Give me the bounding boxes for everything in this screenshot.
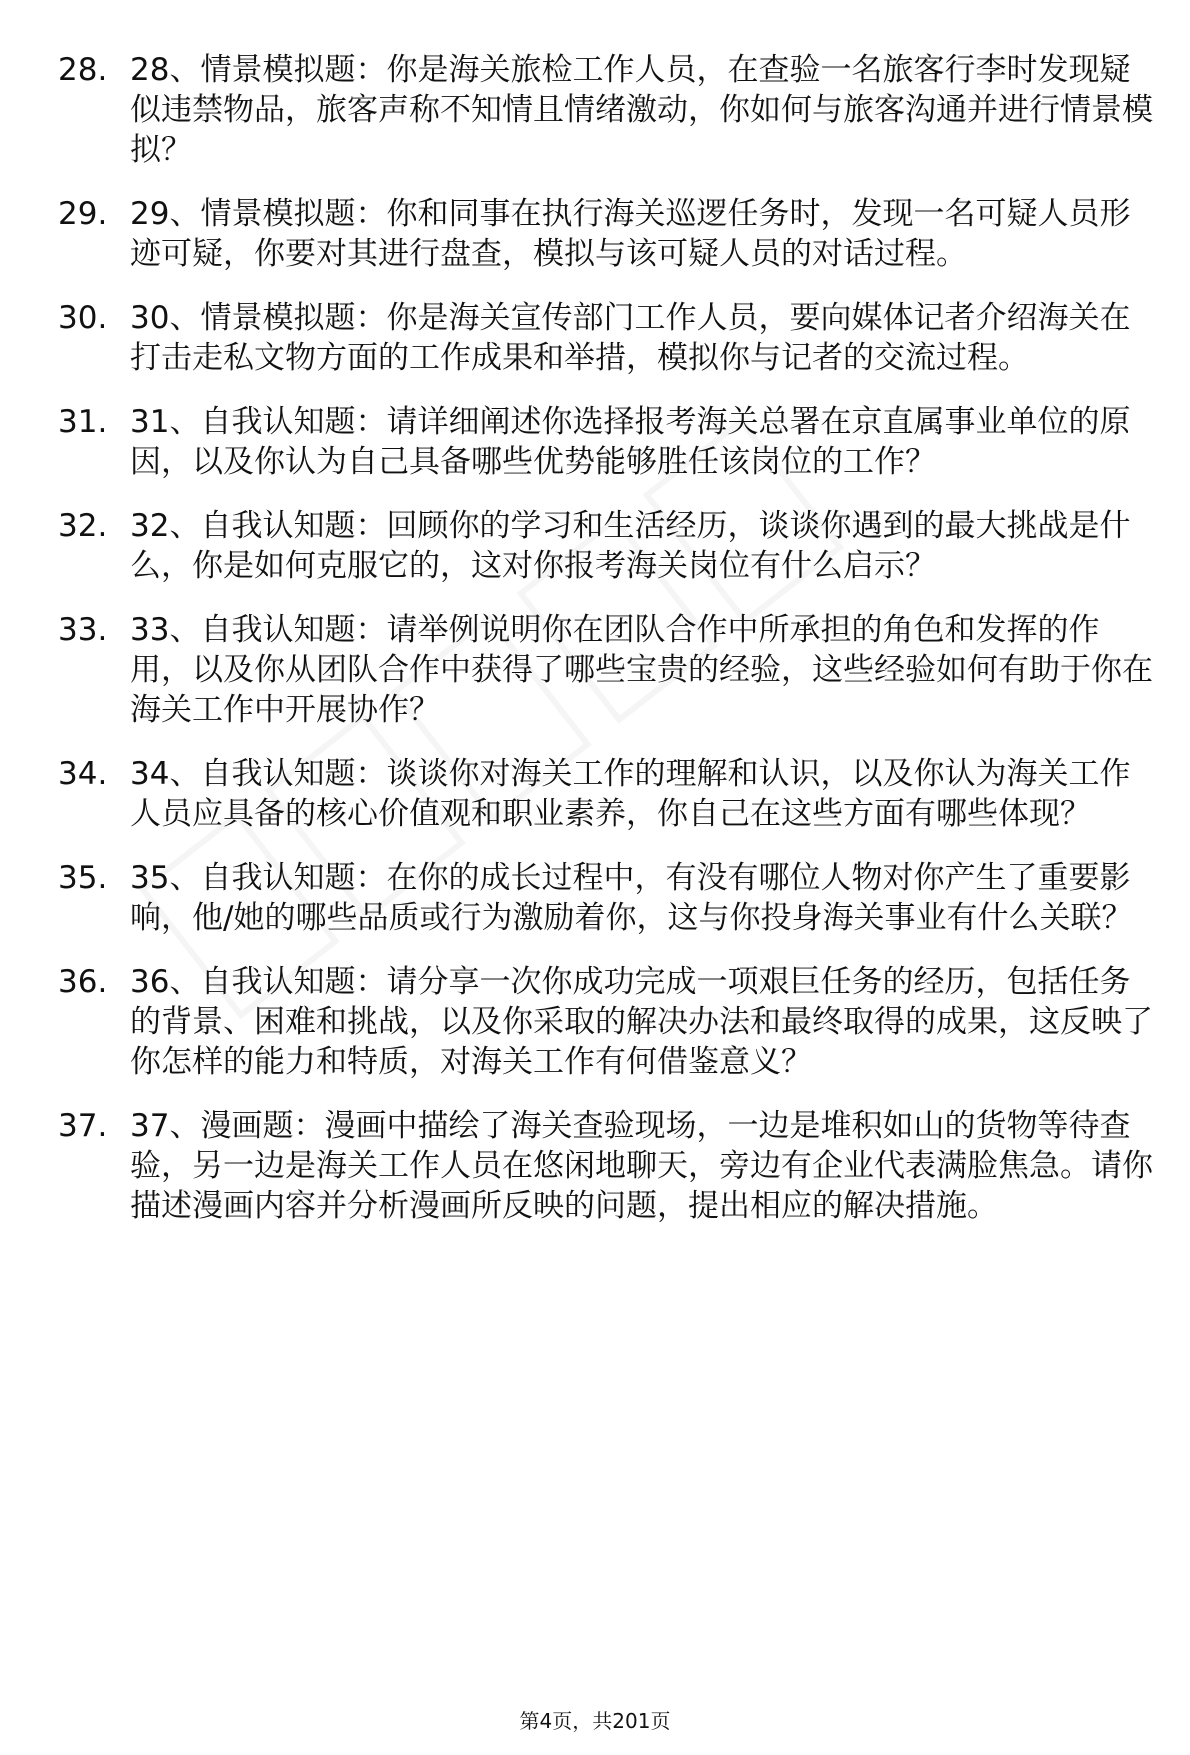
list-item xyxy=(58,194,1158,274)
list-item xyxy=(58,1106,1158,1226)
item-number: 35. xyxy=(58,860,108,896)
item-number: 32. xyxy=(58,508,108,544)
item-number: 30. xyxy=(58,300,108,336)
item-number: 36. xyxy=(58,964,108,1000)
item-text: 28、情景模拟题：你是海关旅检工作人员，在查验一名旅客行李时发现疑似违禁物品，旅客声称不知情且情绪激动，你如何与旅客沟通并进行情景模拟？ xyxy=(130,52,1153,168)
item-number: 31. xyxy=(58,404,108,440)
list-item xyxy=(58,50,1158,170)
item-text: 32、自我认知题：回顾你的学习和生活经历，谈谈你遇到的最大挑战是什么，你是如何克服它的，这对你报考海关岗位有什么启示？ xyxy=(130,508,1131,584)
item-number: 33. xyxy=(58,612,108,648)
list-item xyxy=(58,754,1158,834)
item-text: 31、自我认知题：请详细阐述你选择报考海关总署在京直属事业单位的原因，以及你认为自己具备哪些优势能够胜任该岗位的工作？ xyxy=(130,404,1131,480)
list-item xyxy=(58,298,1158,378)
page-number-label: 第4页，共201页 xyxy=(519,1709,671,1733)
item-number: 34. xyxy=(58,756,108,792)
item-text: 29、情景模拟题：你和同事在执行海关巡逻任务时，发现一名可疑人员形迹可疑，你要对其进行盘查，模拟与该可疑人员的对话过程。 xyxy=(130,196,1131,272)
question-list xyxy=(58,50,1158,1250)
list-item xyxy=(58,402,1158,482)
item-text: 34、自我认知题：谈谈你对海关工作的理解和认识，以及你认为海关工作人员应具备的核心价值观和职业素养，你自己在这些方面有哪些体现？ xyxy=(130,756,1131,832)
item-text: 33、自我认知题：请举例说明你在团队合作中所承担的角色和发挥的作用，以及你从团队合作中获得了哪些宝贵的经验，这些经验如何有助于你在海关工作中开展协作？ xyxy=(130,612,1153,728)
item-text: 37、漫画题：漫画中描绘了海关查验现场，一边是堆积如山的货物等待查验，另一边是海关工作人员在悠闲地聊天，旁边有企业代表满脸焦急。请你描述漫画内容并分析漫画所反映的问题，提出相应的解决措施。 xyxy=(130,1108,1153,1224)
item-text: 35、自我认知题：在你的成长过程中，有没有哪位人物对你产生了重要影响，他/她的哪些品质或行为激励着你，这与你投身海关事业有什么关联？ xyxy=(130,860,1133,936)
item-number: 28. xyxy=(58,52,108,88)
list-item xyxy=(58,962,1158,1082)
item-text: 30、情景模拟题：你是海关宣传部门工作人员，要向媒体记者介绍海关在打击走私文物方面的工作成果和举措，模拟你与记者的交流过程。 xyxy=(130,300,1131,376)
list-item xyxy=(58,506,1158,586)
page-footer xyxy=(0,1708,1190,1734)
item-number: 37. xyxy=(58,1108,108,1144)
item-text: 36、自我认知题：请分享一次你成功完成一项艰巨任务的经历，包括任务的背景、困难和挑战，以及你采取的解决办法和最终取得的成果，这反映了你怎样的能力和特质，对海关工作有何借鉴意义？ xyxy=(130,964,1153,1080)
item-number: 29. xyxy=(58,196,108,232)
list-item xyxy=(58,858,1158,938)
list-item xyxy=(58,610,1158,730)
